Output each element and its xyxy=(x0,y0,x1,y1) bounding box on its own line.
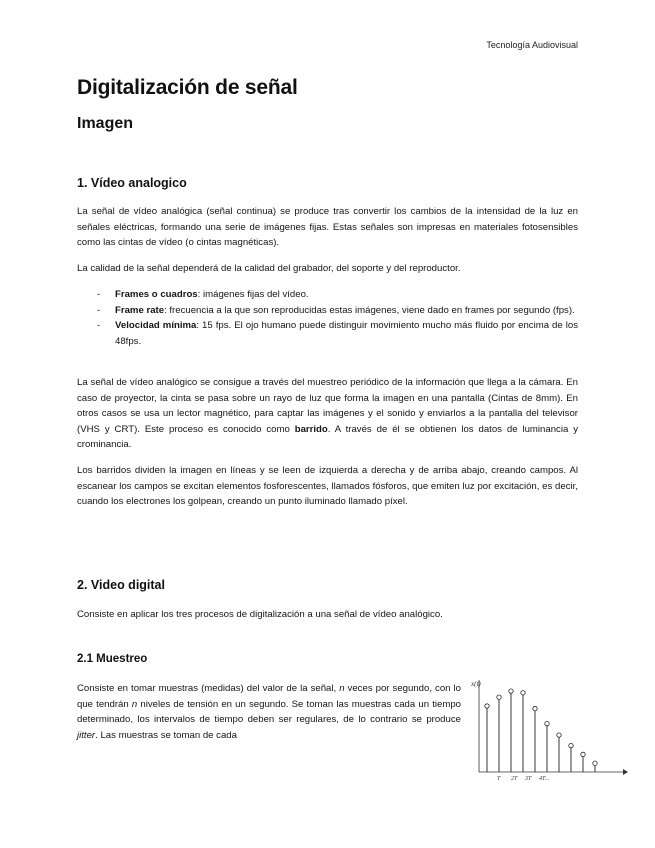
text-run: niveles de tensión en un segundo. Se toman las muestras cada un tiempo determinado, los intervalos de tiempo deben ser regulares, de lo contrario se produce xyxy=(77,698,461,725)
paragraph-senal-analogica: La señal de vídeo analógica (señal continua) se produce tras convertir los cambios de la intensidad de la luz en señales eléctricas, formando una serie de imágenes fijas. Estas señales son impresas en materiales fotosensibles como las cintas de vídeo (o cintas magnéticas). xyxy=(77,206,578,248)
sampling-figure xyxy=(465,672,635,782)
sample-point xyxy=(545,721,549,725)
sample-point xyxy=(509,689,513,693)
italic-n: n xyxy=(339,683,345,694)
italic-jitter: jitter xyxy=(77,729,96,741)
running-header: Tecnología Audiovisual xyxy=(486,40,578,50)
text-run: Consiste en tomar muestras (medidas) del valor de la señal, xyxy=(77,683,340,694)
x-axis-arrow-icon xyxy=(623,769,628,775)
bullet-dash: - xyxy=(97,320,101,331)
text-run: La señal de vídeo analógico se consigue a través del muestreo periódico de la información que llega a la cámara. En caso de proyector, la cinta se pasa sobre un rayo de luz que forma la imagen en una pantalla (Cintas de 8mm). En otros casos se usa un lector magnético, para captar las imágenes y el sonido y enviarlos a la pantalla del televisor (VHS y CRT). Este proceso es conocido como xyxy=(77,377,578,435)
text-run: veces por segundo, con lo que tendrán xyxy=(77,683,461,710)
bullet-dash: - xyxy=(97,304,101,316)
list-item xyxy=(97,287,578,303)
text-run: . Las muestras se toman de cada xyxy=(95,729,237,741)
sample-point xyxy=(557,733,561,737)
sample-point xyxy=(521,691,525,695)
x-tick-label: 3T xyxy=(525,776,532,782)
page-subtitle: Imagen xyxy=(77,115,134,132)
y-axis-label: x(t) xyxy=(471,680,481,688)
bullet-list-conceptos xyxy=(97,287,578,349)
bold-term-barrido: barrido xyxy=(294,423,328,435)
sample-point xyxy=(581,752,585,756)
sample-point xyxy=(485,704,489,708)
sampling-diagram xyxy=(465,672,635,782)
subsection-heading-muestreo: 2.1 Muestreo xyxy=(77,653,148,665)
paragraph-barridos: Los barridos dividen la imagen en líneas y se leen de izquierda a derecha y de arriba abajo, creando campos. Al escanear los campos se excitan elementos fosforescentes, llamados fósforos, que emiten luz por excitación, es decir, cuando los electrones los golpean, creando un punto iluminado llamado píxel. xyxy=(77,465,578,507)
x-tick-label: 2T xyxy=(511,776,518,782)
term: Frame rate xyxy=(115,304,165,316)
term: Frames o cuadros xyxy=(115,289,198,300)
italic-n: n xyxy=(131,698,138,710)
x-tick-label: T xyxy=(497,776,501,782)
paragraph-calidad: La calidad de la señal dependerá de la calidad del grabador, del soporte y del reproductor. xyxy=(77,263,461,274)
sample-point xyxy=(569,743,573,747)
sample-point xyxy=(533,706,537,710)
term: Velocidad mínima xyxy=(115,320,197,331)
paragraph-muestreo-periodico xyxy=(77,375,578,453)
paragraph-muestreo xyxy=(77,681,461,743)
list-item xyxy=(97,318,578,349)
x-tick-label: 4T... xyxy=(539,776,550,782)
section-heading-video-analogico: 1. Vídeo analogico xyxy=(77,176,187,190)
definition: : imágenes fijas del vídeo. xyxy=(197,289,309,300)
paragraph-video-digital: Consiste en aplicar los tres procesos de digitalización a una señal de vídeo analógico. xyxy=(77,609,443,620)
bullet-dash: - xyxy=(97,289,101,300)
page-title: Digitalización de señal xyxy=(77,76,298,99)
text-run: . A través de él se obtienen los datos de luminancia y crominancia. xyxy=(77,423,579,450)
definition: : frecuencia a la que son reproducidas estas imágenes, viene dado en frames por segundo (fps). xyxy=(164,304,575,316)
definition: : 15 fps. El ojo humano puede distinguir movimiento mucho más fluido por encima de los 48fps. xyxy=(115,320,578,347)
section-heading-video-digital: 2. Video digital xyxy=(77,578,165,592)
sample-point xyxy=(593,761,597,765)
list-item xyxy=(97,303,578,319)
sample-point xyxy=(497,695,501,699)
